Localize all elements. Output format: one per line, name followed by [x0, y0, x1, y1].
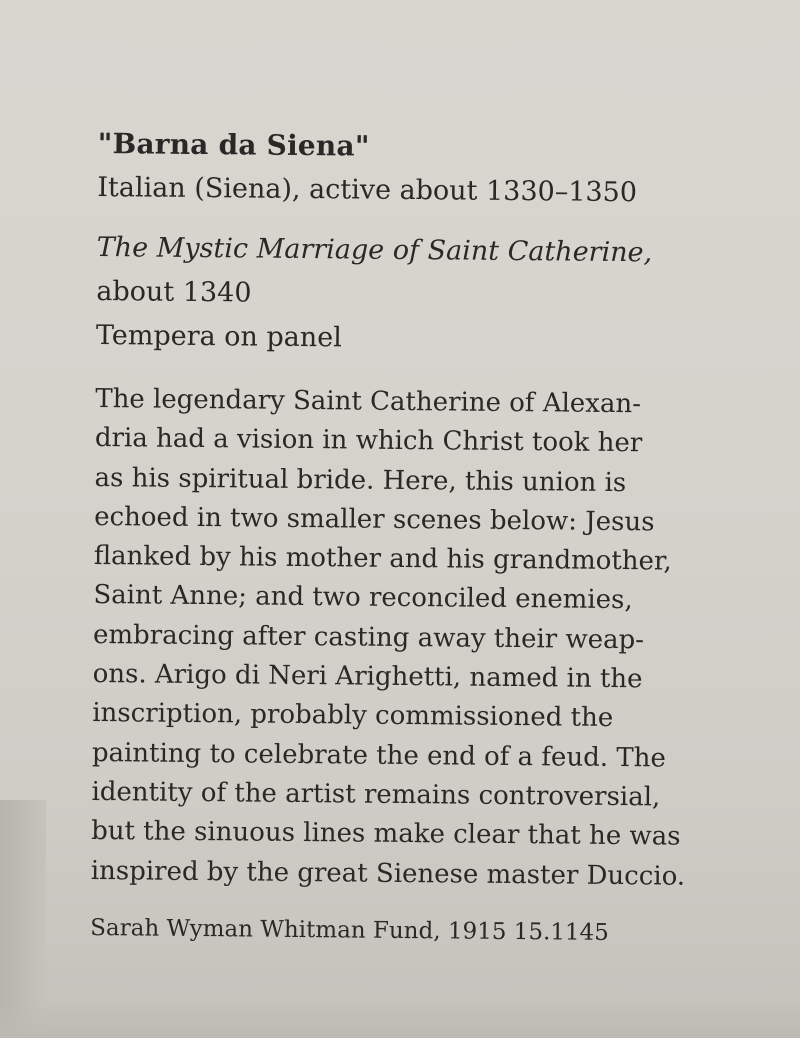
description-line: The legendary Saint Catherine of Alexan- [95, 383, 642, 420]
artwork-title: The Mystic Marriage of Saint Catherine, [96, 231, 653, 269]
artwork-medium: Tempera on panel [95, 319, 343, 354]
description-line: dria had a vision in which Christ took her [94, 423, 643, 459]
description-line: as his spiritual bride. Here, this union is [94, 462, 627, 498]
description-line: identity of the artist remains controversial, [91, 776, 661, 813]
description-line: but the sinuous lines make clear that he was [91, 816, 681, 852]
artist-name: "Barna da Siena" [97, 126, 370, 163]
artist-info: Italian (Siena), active about 1330–1350 [97, 171, 638, 209]
credit-line: Sarah Wyman Whitman Fund, 1915 15.1145 [90, 914, 609, 946]
label-text-block [90, 118, 738, 972]
description-line: echoed in two smaller scenes below: Jesus [94, 501, 655, 538]
description-line: inscription, probably commissioned the [92, 698, 614, 734]
description-line: inspired by the great Sienese master Duccio. [90, 855, 686, 892]
bottom-shadow [0, 1000, 800, 1038]
description-line: Saint Anne; and two reconciled enemies, [93, 580, 633, 616]
description-paragraph [91, 380, 736, 897]
description-line: flanked by his mother and his grandmother, [93, 541, 672, 577]
artwork-date: about 1340 [96, 275, 252, 309]
description-line: ons. Arigo di Neri Arighetti, named in the [92, 659, 643, 695]
description-line: embracing after casting away their weap- [92, 619, 645, 656]
description-line: painting to celebrate the end of a feud. The [91, 737, 666, 774]
